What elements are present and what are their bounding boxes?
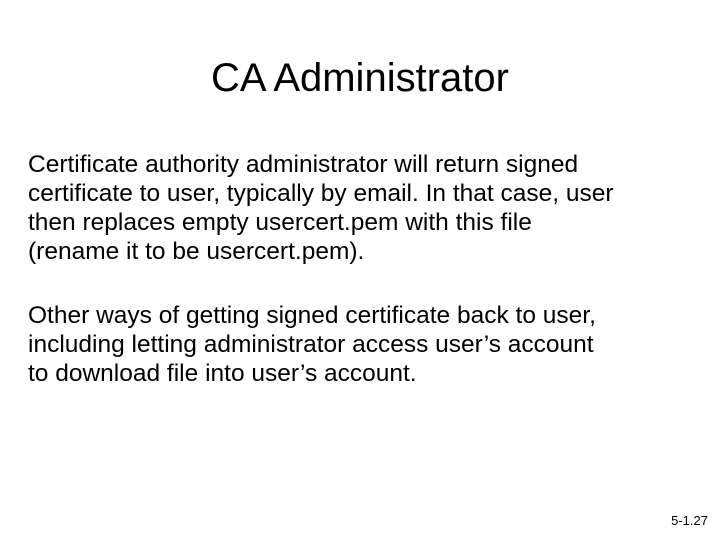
paragraph-line: including letting administrator access user’s account: [28, 331, 594, 358]
paragraph-line: to download file into user’s account.: [28, 360, 417, 387]
paragraph-line: then replaces empty usercert.pem with this file: [28, 209, 532, 236]
slide-number: 5-1.27: [671, 513, 708, 528]
paragraph-line: Certificate authority administrator will return signed: [28, 151, 579, 178]
paragraph-line: (rename it to be usercert.pem).: [28, 238, 365, 265]
slide-title: CA Administrator: [211, 56, 509, 100]
paragraph-other-ways: [28, 301, 698, 388]
paragraph-ca-returns-certificate: [28, 150, 698, 266]
slide-body: [28, 150, 698, 388]
paragraph-line: certificate to user, typically by email. In that case, user: [28, 180, 614, 207]
paragraph-line: Other ways of getting signed certificate back to user,: [28, 302, 596, 329]
